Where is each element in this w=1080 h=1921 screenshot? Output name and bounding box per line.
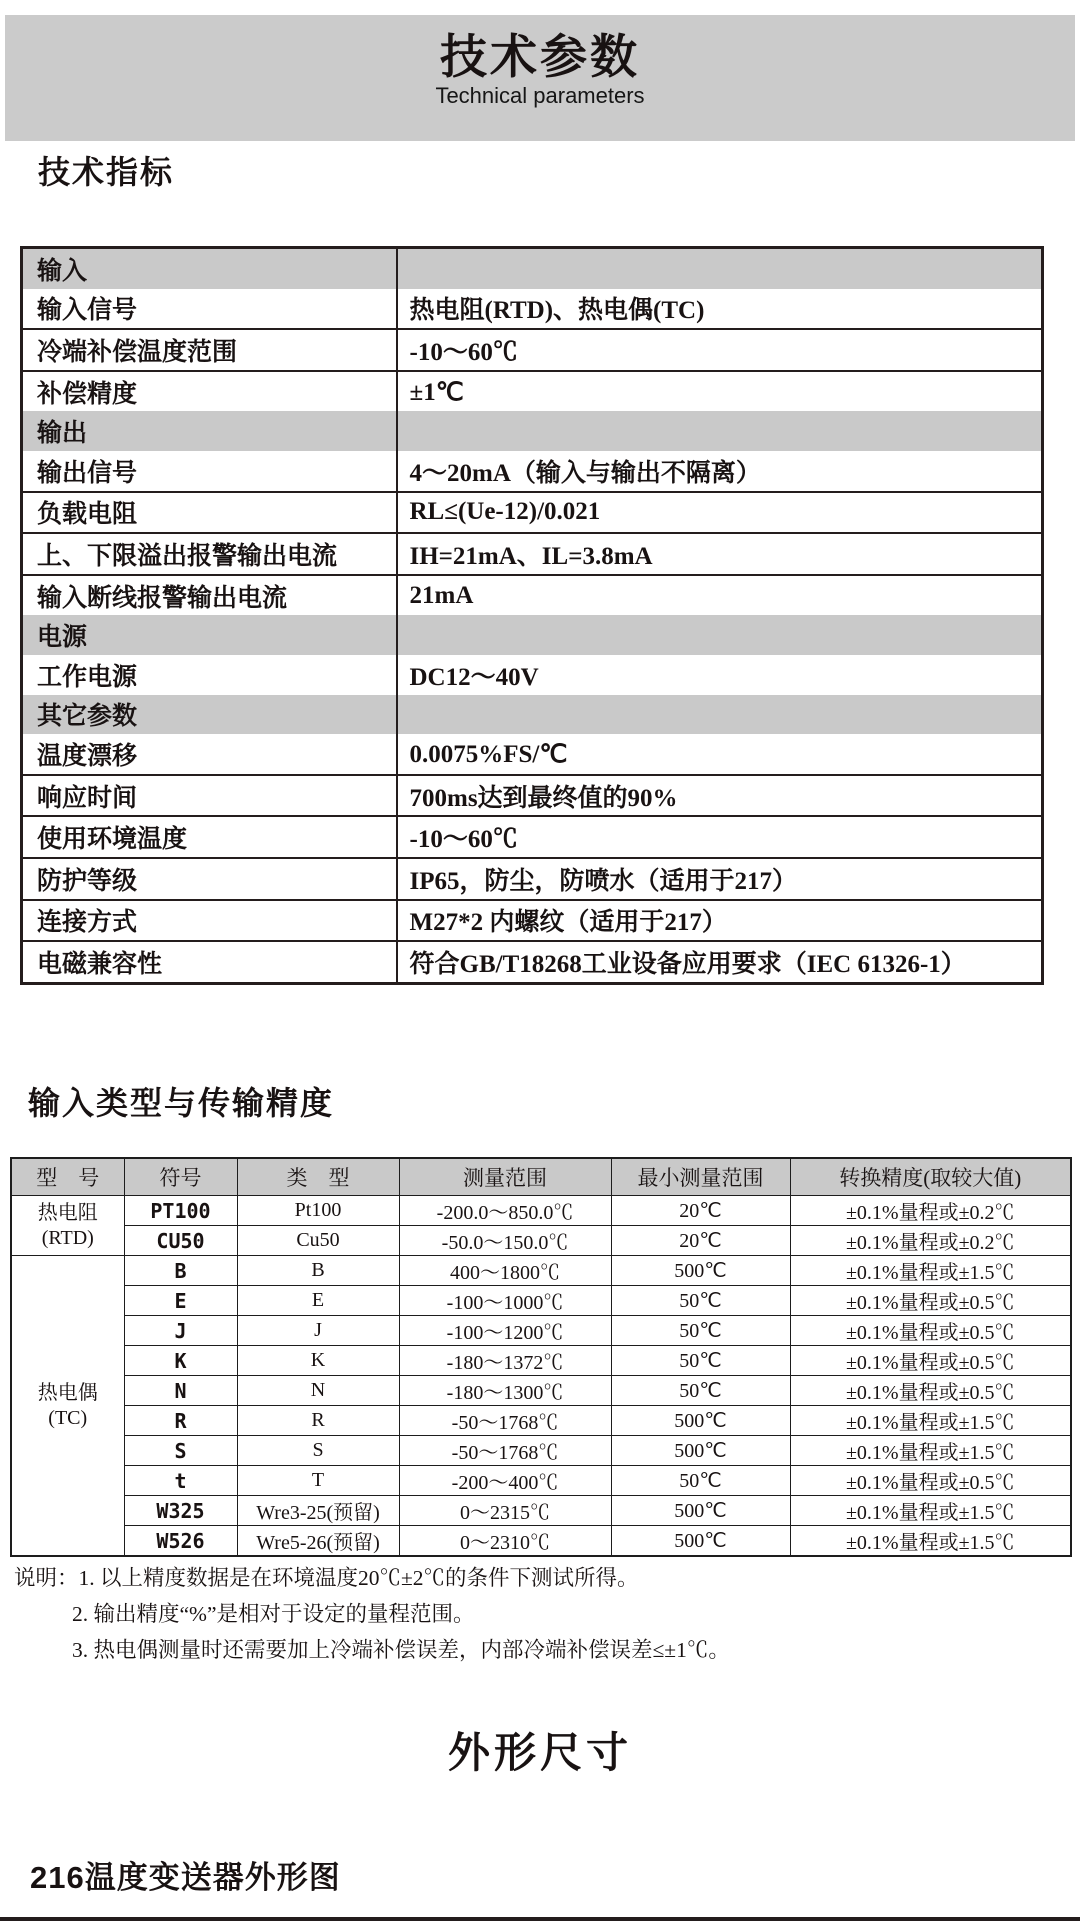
notes-block xyxy=(14,1560,1064,1668)
spec-label: 响应时间 xyxy=(22,775,397,817)
spec-value: DC12～40V xyxy=(409,663,539,691)
accuracy-cell: ±0.1%量程或±1.5℃ xyxy=(790,1256,1071,1286)
accuracy-cell: ±0.1%量程或±0.5℃ xyxy=(790,1286,1071,1316)
spec-row xyxy=(22,816,1043,858)
spec-value: IH=21mA、IL=3.8mA xyxy=(397,533,1043,575)
range-cell: -200.0～850.0℃ xyxy=(399,1196,611,1226)
symbol-cell: R xyxy=(124,1406,237,1436)
type-cell: J xyxy=(237,1316,399,1346)
spec-section-row xyxy=(22,615,1043,655)
symbol-cell: S xyxy=(124,1436,237,1466)
spec-value: 0.0075%FS/℃ xyxy=(409,740,568,768)
accuracy-cell: ±0.1%量程或±0.2℃ xyxy=(790,1226,1071,1256)
accuracy-row xyxy=(11,1466,1071,1496)
spec-row xyxy=(22,329,1043,371)
spec-label: 电磁兼容性 xyxy=(22,941,397,983)
spec-label: 防护等级 xyxy=(22,858,397,900)
accuracy-row xyxy=(11,1316,1071,1346)
accuracy-column-header: 转换精度(取较大值) xyxy=(790,1158,1071,1196)
note-line: 3. 热电偶测量时还需要加上冷端补偿误差，内部冷端补偿误差≤±1℃。 xyxy=(72,1638,730,1662)
spec-value xyxy=(397,411,1043,451)
spec-label: 输入信号 xyxy=(22,289,397,330)
spec-section-label: 输出 xyxy=(22,411,397,451)
accuracy-cell: ±0.1%量程或±0.5℃ xyxy=(790,1346,1071,1376)
spec-row xyxy=(22,371,1043,412)
spec-label: 使用环境温度 xyxy=(22,816,397,858)
accuracy-column-header: 型 号 xyxy=(11,1158,124,1196)
accuracy-column-header: 测量范围 xyxy=(399,1158,611,1196)
symbol-cell: B xyxy=(124,1256,237,1286)
accuracy-row xyxy=(11,1256,1071,1286)
spec-row xyxy=(22,734,1043,775)
spec-value xyxy=(397,615,1043,655)
spec-label: 冷端补偿温度范围 xyxy=(22,329,397,371)
spec-value: 700ms达到最终值的90% xyxy=(397,775,1043,817)
accuracy-row xyxy=(11,1286,1071,1316)
spec-value: RL≤(Ue-12)/0.021 xyxy=(397,492,1043,534)
range-cell: -50～1768℃ xyxy=(399,1436,611,1466)
spec-value: 符合GB/T18268工业设备应用要求（IEC 61326-1） xyxy=(397,941,1043,983)
symbol-cell: K xyxy=(124,1346,237,1376)
spec-row xyxy=(22,941,1043,983)
spec-value: IP65，防尘，防喷水（适用于217） xyxy=(397,858,1043,900)
accuracy-table-header-row xyxy=(11,1158,1071,1196)
accuracy-row xyxy=(11,1436,1071,1466)
type-cell: T xyxy=(237,1466,399,1496)
spec-section-label: 其它参数 xyxy=(22,695,397,735)
accuracy-row xyxy=(11,1196,1071,1226)
spec-row xyxy=(22,451,1043,492)
accuracy-cell: ±0.1%量程或±1.5℃ xyxy=(790,1496,1071,1526)
input-accuracy-heading: 输入类型与传输精度 xyxy=(28,1085,335,1121)
spec-value: M27*2 内螺纹（适用于217） xyxy=(397,900,1043,942)
type-cell: R xyxy=(237,1406,399,1436)
range-cell: -180～1372℃ xyxy=(399,1346,611,1376)
bottom-divider xyxy=(0,1917,1080,1921)
spec-value: ±1℃ xyxy=(397,371,1043,412)
spec-row xyxy=(22,775,1043,817)
accuracy-row xyxy=(11,1346,1071,1376)
min-range-cell: 500℃ xyxy=(611,1496,790,1526)
spec-value xyxy=(397,248,1043,289)
spec-table xyxy=(20,246,1044,985)
spec-section-row xyxy=(22,411,1043,451)
accuracy-table xyxy=(10,1157,1072,1557)
accuracy-row xyxy=(11,1406,1071,1436)
min-range-cell: 500℃ xyxy=(611,1436,790,1466)
range-cell: -200～400℃ xyxy=(399,1466,611,1496)
note-line: 说明：1. 以上精度数据是在环境温度20℃±2℃的条件下测试所得。 xyxy=(14,1566,639,1590)
symbol-cell: E xyxy=(124,1286,237,1316)
range-cell: 0～2310℃ xyxy=(399,1526,611,1557)
range-cell: 400～1800℃ xyxy=(399,1256,611,1286)
note-line: 2. 输出精度“%”是相对于设定的量程范围。 xyxy=(72,1602,475,1626)
spec-section-row xyxy=(22,695,1043,735)
technical-parameters-banner xyxy=(5,15,1075,141)
spec-label: 负载电阻 xyxy=(22,492,397,534)
min-range-cell: 50℃ xyxy=(611,1316,790,1346)
spec-row xyxy=(22,289,1043,330)
symbol-cell: W325 xyxy=(124,1496,237,1526)
accuracy-column-header: 符号 xyxy=(124,1158,237,1196)
spec-label: 输入断线报警输出电流 xyxy=(22,575,397,616)
accuracy-cell: ±0.1%量程或±1.5℃ xyxy=(790,1436,1071,1466)
accuracy-row xyxy=(11,1496,1071,1526)
spec-row xyxy=(22,858,1043,900)
spec-row xyxy=(22,655,1043,695)
min-range-cell: 50℃ xyxy=(611,1346,790,1376)
spec-value: -10～60℃ xyxy=(397,329,1043,371)
type-cell: K xyxy=(237,1346,399,1376)
symbol-cell: N xyxy=(124,1376,237,1406)
tech-indicators-heading: 技术指标 xyxy=(38,154,175,190)
model-name: 热电阻 xyxy=(37,1201,98,1224)
page-subtitle: Technical parameters xyxy=(435,82,645,108)
accuracy-cell: ±0.1%量程或±1.5℃ xyxy=(790,1406,1071,1436)
model-group-cell xyxy=(11,1196,124,1256)
spec-row xyxy=(22,492,1043,534)
symbol-cell: J xyxy=(124,1316,237,1346)
symbol-cell: W526 xyxy=(124,1526,237,1557)
min-range-cell: 20℃ xyxy=(611,1226,790,1256)
model-subname: (RTD) xyxy=(41,1226,94,1249)
spec-label: 温度漂移 xyxy=(22,734,397,775)
spec-value: 热电阻(RTD)、热电偶(TC) xyxy=(409,297,705,325)
type-cell: B xyxy=(237,1256,399,1286)
spec-value: 4～20mA（输入与输出不隔离） xyxy=(409,459,761,487)
min-range-cell: 500℃ xyxy=(611,1256,790,1286)
min-range-cell: 50℃ xyxy=(611,1286,790,1316)
type-cell: Wre3-25(预留) xyxy=(237,1496,399,1526)
dimensions-heading: 外形尺寸 xyxy=(447,1729,632,1776)
range-cell: -50～1768℃ xyxy=(399,1406,611,1436)
accuracy-cell: ±0.1%量程或±1.5℃ xyxy=(790,1526,1071,1557)
spec-value xyxy=(397,695,1043,735)
min-range-cell: 20℃ xyxy=(611,1196,790,1226)
accuracy-cell: ±0.1%量程或±0.2℃ xyxy=(790,1196,1071,1226)
model-subname: (TC) xyxy=(48,1406,88,1429)
range-cell: -50.0～150.0℃ xyxy=(399,1226,611,1256)
spec-value: -10～60℃ xyxy=(397,816,1043,858)
range-cell: -180～1300℃ xyxy=(399,1376,611,1406)
spec-label: 上、下限溢出报警输出电流 xyxy=(22,533,397,575)
spec-row xyxy=(22,575,1043,616)
accuracy-cell: ±0.1%量程或±0.5℃ xyxy=(790,1466,1071,1496)
min-range-cell: 50℃ xyxy=(611,1466,790,1496)
spec-row xyxy=(22,533,1043,575)
type-cell: N xyxy=(237,1376,399,1406)
spec-label: 连接方式 xyxy=(22,900,397,942)
type-cell: E xyxy=(237,1286,399,1316)
range-cell: 0～2315℃ xyxy=(399,1496,611,1526)
accuracy-row xyxy=(11,1526,1071,1557)
spec-label: 输出信号 xyxy=(22,451,397,492)
type-cell: Cu50 xyxy=(237,1226,399,1256)
symbol-cell: CU50 xyxy=(124,1226,237,1256)
type-cell: S xyxy=(237,1436,399,1466)
accuracy-row xyxy=(11,1376,1071,1406)
symbol-cell: t xyxy=(124,1466,237,1496)
spec-label: 工作电源 xyxy=(22,655,397,695)
page-title: 技术参数 xyxy=(440,30,640,83)
accuracy-column-header: 最小测量范围 xyxy=(611,1158,790,1196)
accuracy-cell: ±0.1%量程或±0.5℃ xyxy=(790,1316,1071,1346)
outline-216-heading: 216温度变送器外形图 xyxy=(30,1860,341,1895)
spec-value: 21mA xyxy=(397,575,1043,616)
spec-row xyxy=(22,900,1043,942)
symbol-cell: PT100 xyxy=(124,1196,237,1226)
min-range-cell: 500℃ xyxy=(611,1526,790,1557)
min-range-cell: 500℃ xyxy=(611,1406,790,1436)
spec-section-row xyxy=(22,248,1043,289)
accuracy-row xyxy=(11,1226,1071,1256)
type-cell: Wre5-26(预留) xyxy=(237,1526,399,1557)
accuracy-column-header: 类 型 xyxy=(237,1158,399,1196)
accuracy-cell: ±0.1%量程或±0.5℃ xyxy=(790,1376,1071,1406)
range-cell: -100～1000℃ xyxy=(399,1286,611,1316)
type-cell: Pt100 xyxy=(237,1196,399,1226)
spec-section-label: 输入 xyxy=(22,248,397,289)
spec-label: 补偿精度 xyxy=(22,371,397,412)
model-group-cell xyxy=(11,1256,124,1557)
spec-section-label: 电源 xyxy=(22,615,397,655)
min-range-cell: 50℃ xyxy=(611,1376,790,1406)
model-name: 热电偶 xyxy=(37,1381,98,1404)
range-cell: -100～1200℃ xyxy=(399,1316,611,1346)
